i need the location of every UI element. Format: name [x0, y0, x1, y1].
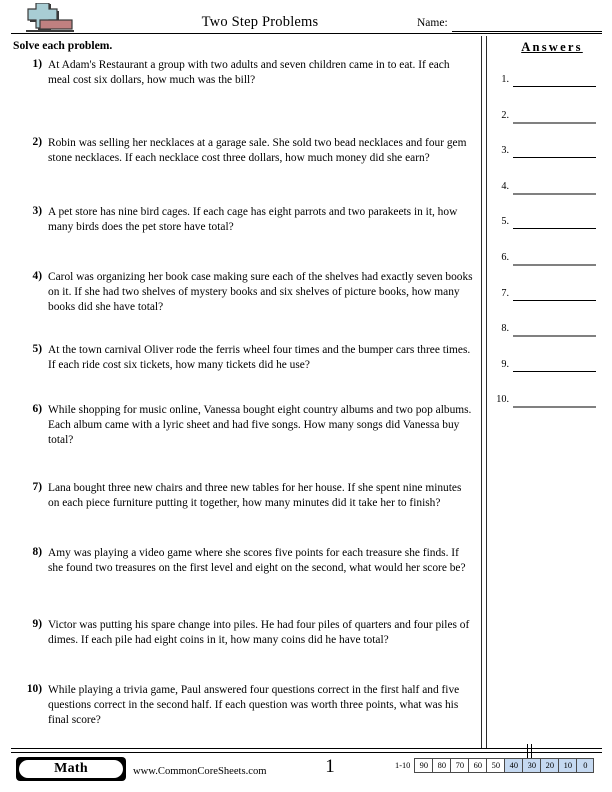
answer-blank-line[interactable] — [513, 193, 596, 195]
problem-item — [18, 546, 473, 576]
answer-row[interactable] — [489, 359, 607, 373]
problem-text: At the town carnival Oliver rode the ferris wheel four times and the bumper cars three times. If each ride cost six tickets, how many tickets did he use? — [48, 344, 471, 372]
answer-row[interactable] — [489, 252, 607, 266]
footer-divider-top — [11, 748, 602, 749]
answer-number: 2. — [501, 109, 509, 121]
score-scale-cell: 80 — [432, 758, 450, 773]
answer-blank-line[interactable] — [513, 86, 596, 87]
problem-item — [18, 481, 473, 511]
problem-number: 3) — [32, 205, 42, 217]
problem-number: 7) — [32, 481, 42, 493]
answer-number: 10. — [496, 394, 509, 406]
answer-number: 4. — [501, 180, 509, 192]
score-scale — [395, 758, 594, 773]
problem-number: 6) — [32, 403, 42, 415]
problem-text: Robin was selling her necklaces at a garage sale. She sold two bead necklaces and four gem stone necklaces. If each necklace cost three dollars, how much money did she earn? — [48, 137, 467, 165]
math-plus-logo-icon — [16, 3, 78, 35]
score-scale-cell: 20 — [540, 758, 558, 773]
score-scale-cell: 40 — [504, 758, 522, 773]
answer-row[interactable] — [489, 323, 607, 337]
problem-text: Lana bought three new chairs and three new tables for her house. If she spent nine minutes on each piece furniture putting it together, how many minutes did it take her to finish? — [48, 482, 462, 510]
score-scale-label: 1-10 — [395, 761, 411, 770]
column-divider — [481, 36, 487, 748]
answer-number: 6. — [501, 252, 509, 263]
problem-item — [18, 205, 473, 235]
answer-row[interactable] — [489, 394, 607, 408]
answer-number: 5. — [501, 216, 509, 228]
answer-blank-line[interactable] — [513, 122, 596, 124]
header-divider — [11, 33, 602, 34]
scale-tick-mark — [527, 744, 532, 758]
answer-blank-line[interactable] — [513, 406, 596, 408]
score-scale-cell: 10 — [558, 758, 576, 773]
answer-number: 3. — [501, 145, 509, 157]
answers-heading: Answers — [521, 40, 583, 54]
answer-row[interactable] — [489, 145, 607, 159]
problem-text: At Adam's Restaurant a group with two adults and seven children came in to eat. If each meal cost six dollars, how much was the bill? — [48, 59, 450, 87]
answer-row[interactable] — [489, 74, 607, 88]
problem-text: Carol was organizing her book case making sure each of the shelves had exactly seven books on it. If she had two shelves of mystery books and six shelves of picture books, how many books did she have total? — [48, 271, 473, 314]
problem-number: 9) — [32, 618, 42, 630]
score-scale-cell: 60 — [468, 758, 486, 773]
answer-blank-line[interactable] — [513, 371, 596, 372]
problem-item — [18, 403, 473, 449]
answer-number: 7. — [501, 287, 509, 299]
problem-number: 5) — [32, 343, 42, 355]
page-number: 1 — [325, 756, 335, 777]
answer-number: 1. — [501, 74, 509, 85]
problem-item — [18, 136, 473, 166]
score-scale-cell: 50 — [486, 758, 504, 773]
problem-number: 1) — [32, 58, 42, 70]
problem-number: 4) — [32, 270, 42, 282]
score-scale-cell: 90 — [414, 758, 432, 773]
score-scale-cell: 70 — [450, 758, 468, 773]
score-scale-cell: 0 — [576, 758, 594, 773]
problem-text: While playing a trivia game, Paul answered four questions correct in the first half and five questions correct in the second half. If each question was worth three points, what was his final score? — [48, 684, 460, 727]
problem-number: 10) — [26, 683, 42, 695]
answer-row[interactable] — [489, 288, 607, 302]
problem-item — [18, 618, 473, 648]
problem-text: While shopping for music online, Vanessa bought eight country albums and two pop albums. Each album came with a lyric sheet and had five songs. How many songs did Vanessa buy total? — [48, 404, 472, 447]
score-scale-cells — [414, 758, 594, 773]
answer-number: 9. — [501, 358, 509, 370]
problem-item — [18, 343, 473, 373]
name-label: Name: — [417, 17, 448, 29]
score-scale-cell: 30 — [522, 758, 540, 773]
instruction-text: Solve each problem. — [13, 39, 113, 52]
answer-row[interactable] — [489, 181, 607, 195]
worksheet-header — [0, 0, 612, 36]
answer-row[interactable] — [489, 216, 607, 230]
answer-blank-line[interactable] — [513, 335, 596, 337]
page-title: Two Step Problems — [201, 14, 319, 30]
problem-text: A pet store has nine bird cages. If each cage has eight parrots and two parakeets in it, how many birds does the pet store have total? — [48, 206, 458, 234]
answer-blank-line[interactable] — [513, 264, 596, 266]
name-input-line[interactable] — [452, 31, 602, 32]
subject-badge-label: Math — [19, 760, 123, 778]
answer-blank-line[interactable] — [513, 228, 596, 229]
answer-blank-line[interactable] — [513, 300, 596, 301]
problem-text: Victor was putting his spare change into piles. He had four piles of quarters and four piles of dimes. If each pile had eight coins in it, how many coins did he have total? — [48, 619, 470, 647]
problem-number: 2) — [32, 136, 42, 148]
answer-blank-line[interactable] — [513, 157, 596, 158]
answer-number: 8. — [501, 323, 509, 335]
footer-divider-bottom — [11, 752, 602, 753]
site-url[interactable]: www.CommonCoreSheets.com — [133, 766, 267, 777]
problem-item — [18, 58, 473, 88]
problem-item — [18, 270, 473, 316]
problem-number: 8) — [32, 546, 42, 558]
problem-item — [18, 683, 473, 729]
subject-badge — [16, 757, 126, 781]
answer-row[interactable] — [489, 110, 607, 124]
problem-text: Amy was playing a video game where she scores five points for each treasure she finds. If she found two treasures on the first level and eight on the second, what would her score be? — [48, 547, 466, 575]
